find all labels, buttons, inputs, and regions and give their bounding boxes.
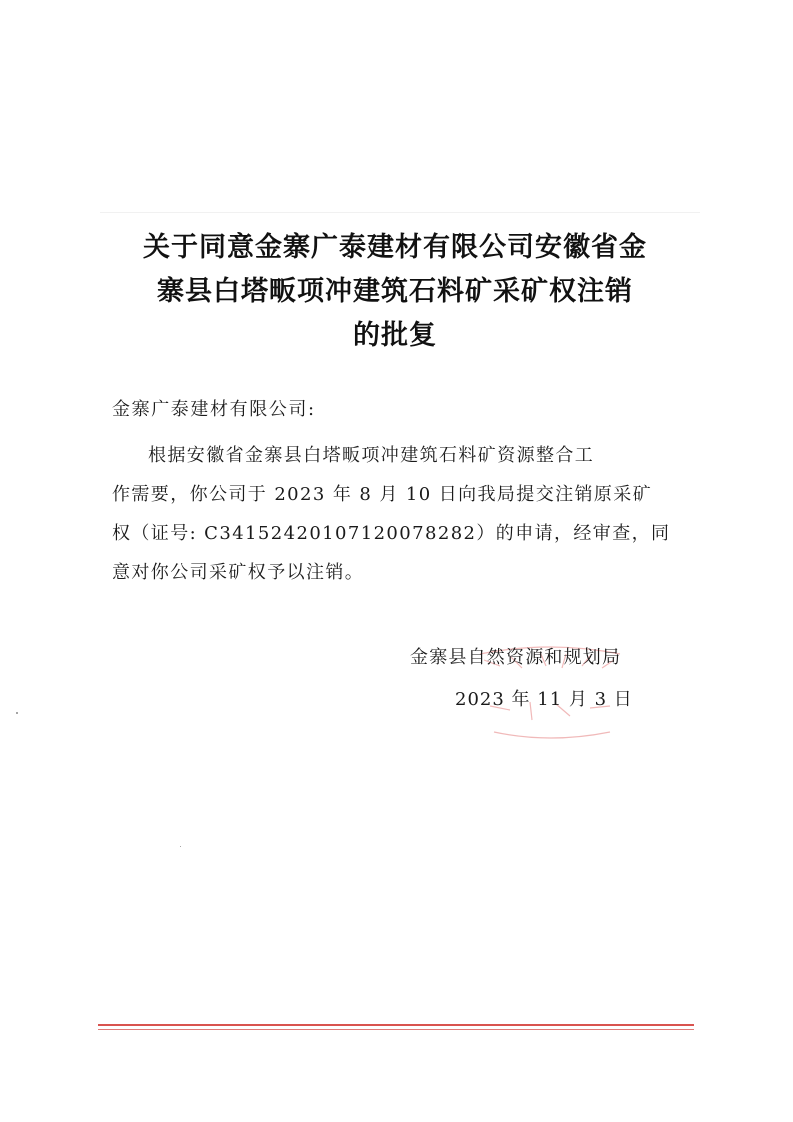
issue-date: 2023 年 11 月 3 日 (455, 689, 633, 710)
footer-rule-thin (98, 1029, 694, 1030)
body-line-1: 根据安徽省金寨县白塔畈项冲建筑石料矿资源整合工 (148, 445, 595, 466)
document-title (110, 226, 680, 358)
body-line-3: 权（证号: C3415242010712007828​2）的申请，经审查，同 (112, 523, 671, 544)
title-line-1: 关于同意金寨广泰建材有限公司安徽省金 (143, 232, 647, 263)
footer-rule (98, 1024, 694, 1036)
body-paragraph (112, 436, 682, 592)
scan-speck (180, 846, 181, 847)
header-divider (100, 212, 700, 213)
scan-speck (16, 712, 18, 714)
issuing-organization: 金寨县自然资源和规划局 (410, 647, 622, 668)
body-line-2: 作需要，你公司于 2023 年 8 月 10 日向我局提交注销原采矿 (112, 484, 653, 505)
title-line-3: 的批复 (353, 320, 437, 351)
footer-rule-thick (98, 1024, 694, 1026)
salutation: 金寨广泰建材有限公司: (112, 399, 316, 420)
body-line-4: 意对你公司采矿权予以注销。 (112, 562, 365, 583)
title-line-2: 寨县白塔畈项冲建筑石料矿采矿权注销 (157, 276, 633, 307)
